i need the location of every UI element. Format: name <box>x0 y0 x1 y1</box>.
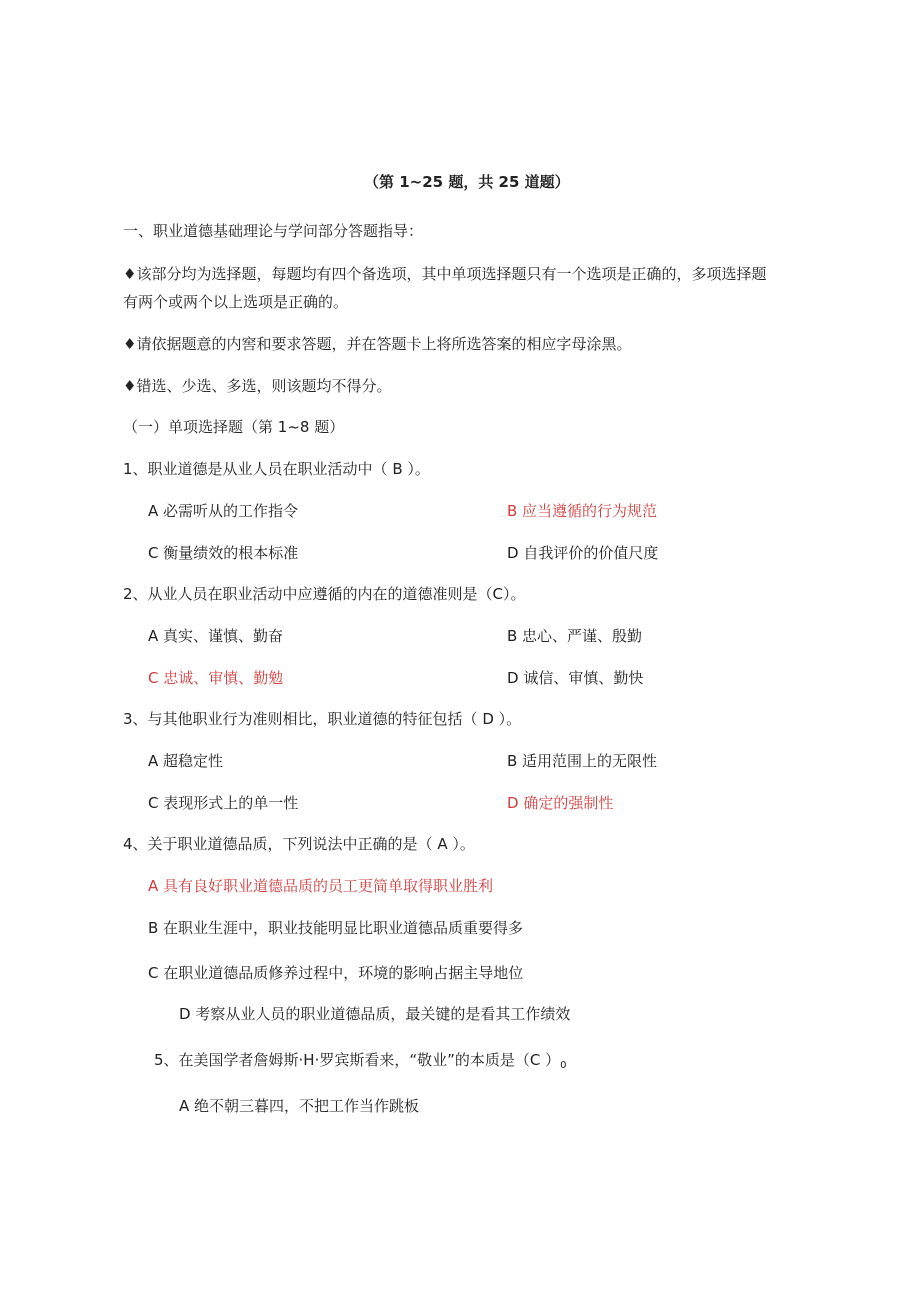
question-2-option-d: D 诚信、审慎、勤快 <box>507 669 644 687</box>
question-4-option-b: B 在职业生涯中，职业技能明显比职业道德品质重要得多 <box>148 919 524 937</box>
question-1-option-b-correct: B 应当遵循的行为规范 <box>507 502 658 520</box>
question-2-option-a: A 真实、谨慎、勤奋 <box>148 627 284 645</box>
question-1-option-d: D 自我评价的价值尺度 <box>507 544 659 562</box>
question-4-stem: 4、关于职业道德品质，下列说法中正确的是（ A ）。 <box>123 835 475 853</box>
instruction-bullet-2: ♦请依据题意的内窖和要求答题，并在答题卡上将所选答案的相应字母涂黑。 <box>123 335 632 353</box>
page-title: （第 1~25 题，共 25 道题） <box>364 173 570 191</box>
question-3-option-b: B 适用范围上的无限性 <box>507 752 658 770</box>
question-4-option-a-correct: A 具有良好职业道德品质的员工更简单取得职业胜利 <box>148 877 494 895</box>
question-5-stem <box>154 1050 567 1076</box>
question-4-option-c: C 在职业道德品质修养过程中，环境的影响占据主导地位 <box>148 964 524 982</box>
part-title: （一）单项选择题（第 1~8 题） <box>123 418 345 436</box>
question-2-option-b: B 忠心、严谨、殷勤 <box>507 627 643 645</box>
question-2-option-c-correct: C 忠诚、审慎、勤勉 <box>148 669 284 687</box>
question-1-stem: 1、职业道德是从业人员在职业活动中（ B ）。 <box>123 460 430 478</box>
question-3-option-a: A 超稳定性 <box>148 752 224 770</box>
question-3-option-c: C 表现形式上的单一性 <box>148 794 299 812</box>
instruction-bullet-1-cont: 有两个或两个以上选项是正确的。 <box>123 293 349 311</box>
question-3-stem: 3、与其他职业行为准则相比，职业道德的特征包括（ D ）。 <box>123 710 522 728</box>
question-5-option-a: A 绝不朝三暮四，不把工作当作跳板 <box>179 1097 420 1115</box>
question-4-option-d: D 考察从业人员的职业道德品质，最关键的是看其工作绩效 <box>179 1005 571 1023</box>
question-5-stem-suffix: 0 <box>560 1060 567 1071</box>
instruction-bullet-3: ♦错选、少选、多选，则该题均不得分。 <box>123 377 392 395</box>
question-2-stem: 2、从业人员在职业活动中应遵循的内在的道德准则是（C）。 <box>123 585 526 603</box>
question-3-option-d-correct: D 确定的强制性 <box>507 794 614 812</box>
question-1-option-c: C 衡量绩效的根本标准 <box>148 544 299 562</box>
section-heading: 一、职业道德基础理论与学问部分答题指导： <box>123 222 424 240</box>
question-5-stem-text: 5、在美国学者詹姆斯·H·罗宾斯看来，“敬业”的本质是（C ） <box>154 1051 561 1069</box>
instruction-bullet-1: ♦该部分均为选择题，每题均有四个备选项，其中单项选择题只有一个选项是正确的，多项选择题 <box>123 265 767 283</box>
question-1-option-a: A 必需听从的工作指令 <box>148 502 299 520</box>
